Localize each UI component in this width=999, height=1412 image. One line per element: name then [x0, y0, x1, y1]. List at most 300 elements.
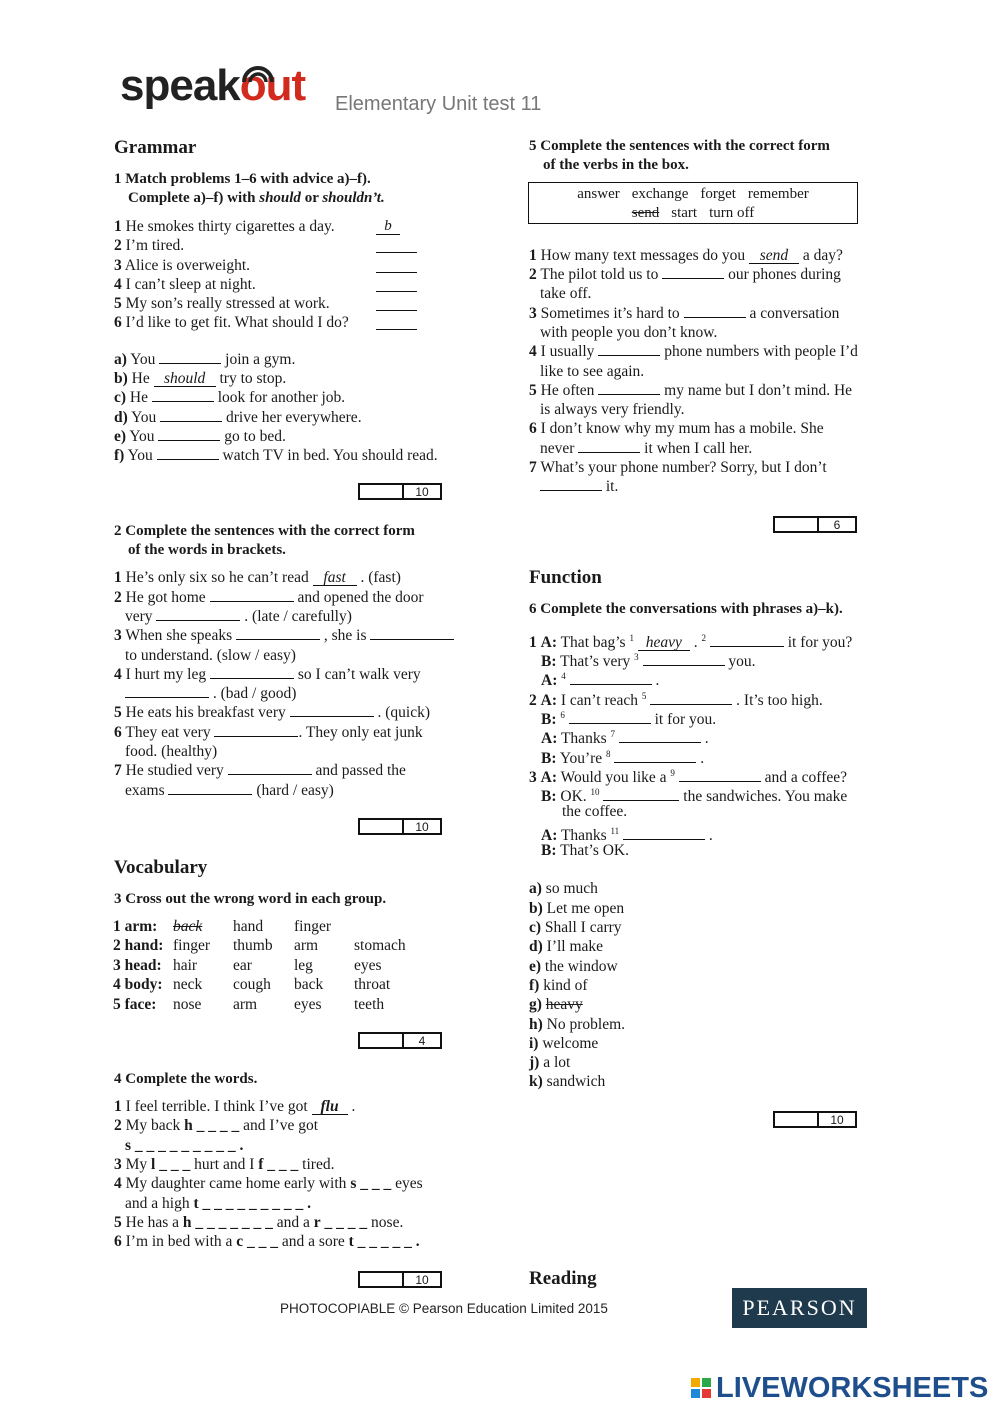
phrase-text: kind of [543, 977, 588, 994]
ex1-instr-line2 [114, 189, 385, 208]
vocab-word[interactable]: leg [294, 956, 313, 974]
score-total: 10 [830, 1113, 844, 1127]
ex4-letter-blanks[interactable]: _ _ _ _ [196, 1117, 240, 1134]
conv-text: you. [728, 653, 756, 671]
conv-text: That’s OK. [560, 842, 629, 859]
ex5-instr-line2: of the verbs in the box. [543, 157, 689, 173]
problem-text: I’d like to get fit. What should I do? [125, 314, 349, 331]
advice-letter: f) [114, 447, 125, 464]
speaker-a: A: [540, 634, 557, 652]
ex4-text: and a high [125, 1195, 190, 1212]
ex4-first-letter: l [151, 1156, 156, 1173]
ex5-item-3-cont [540, 323, 717, 342]
ex2-5-input[interactable] [290, 703, 374, 717]
ex2-item-1: 1 He’s only six so he can’t read fast . (fast) [114, 569, 401, 586]
conv-gap-9[interactable] [679, 768, 761, 782]
ex2-4a-input[interactable] [210, 665, 294, 679]
ex2-7a-input[interactable] [228, 761, 312, 775]
ex4-letter-blanks[interactable]: _ _ _ _ _ . [357, 1233, 420, 1250]
phrase-text: Let me open [546, 900, 625, 917]
ex5-text: my name but I don’t mind. He [664, 382, 853, 399]
score-box-ex5[interactable] [773, 516, 857, 533]
gap-number: 4 [561, 671, 566, 681]
ex4-letter-blanks[interactable]: _ _ _ [360, 1175, 392, 1192]
conv-gap-1[interactable]: heavy [638, 635, 690, 651]
ex5-text: What’s your phone number? Sorry, but I don’t [540, 459, 827, 476]
vocab-word[interactable]: neck [173, 976, 203, 994]
ex2-text: He got home [125, 589, 206, 606]
phrase-letter: a) [529, 880, 542, 897]
ex5-text: phone numbers with people I’d [664, 343, 858, 360]
unit-title: Elementary Unit test 11 [335, 93, 542, 115]
vocab-word[interactable]: back [294, 976, 324, 994]
ex2-text: They eat very [125, 724, 211, 741]
vocab-word[interactable]: arm [233, 995, 258, 1013]
ex4-text: My daughter came home early with [125, 1175, 347, 1192]
ex4-letter-blanks[interactable]: _ _ _ _ _ _ _ _ _ . [134, 1137, 244, 1154]
vocab-word[interactable]: cough [233, 976, 271, 994]
conv-gap-10[interactable] [603, 787, 679, 801]
problem-3-answer[interactable] [376, 259, 417, 273]
vocab-row [113, 995, 406, 1014]
phrase-letter: f) [529, 977, 540, 994]
advice-post: watch TV in bed. You should read. [222, 447, 438, 464]
gap-number: 7 [610, 729, 615, 739]
ex2-1-input[interactable]: fast [313, 570, 357, 586]
advice-d [114, 408, 362, 427]
problem-text: I’m tired. [125, 237, 185, 254]
gap-number: 2 [701, 633, 706, 643]
vocab-word[interactable]: nose [173, 995, 202, 1013]
problem-5 [114, 294, 330, 313]
ex4-letter-blanks[interactable]: _ _ _ _ [324, 1214, 368, 1231]
ex2-item-7-cont [125, 781, 334, 800]
ex2-2a-input[interactable] [210, 588, 294, 602]
ex2-item-6-cont [125, 742, 217, 761]
ex4-first-letter: s [125, 1137, 132, 1154]
vocab-word[interactable]: finger [173, 937, 211, 955]
problem-4 [114, 275, 256, 294]
conv-text: That bag’s [560, 634, 626, 652]
advice-e-input[interactable] [158, 427, 220, 441]
conv-gap-3[interactable] [643, 652, 725, 666]
conv-text: Thanks [560, 730, 607, 748]
score-total: 10 [415, 1273, 429, 1287]
verb-word: start [671, 205, 698, 221]
gap-number: 3 [634, 652, 639, 662]
advice-letter: d) [114, 409, 128, 426]
vocab-word-crossed[interactable]: back [173, 918, 203, 935]
vocab-word[interactable]: hand [233, 918, 264, 935]
vocab-label: 4 body: [113, 976, 163, 994]
conv1-line1: 1 A: That bag’s $^1$ heavy . $^2$ it for you? [529, 633, 853, 652]
phrase-letter: j) [529, 1054, 540, 1071]
vocab-table [113, 917, 406, 1014]
phrase-letter: h) [529, 1016, 543, 1033]
ex2-item-2: 2 He got home and opened the door [114, 589, 424, 606]
ex4-item-1: 1 I feel terrible. I think I’ve got flu . [114, 1098, 356, 1115]
vocabulary-heading: Vocabulary [114, 857, 208, 878]
problem-num: 1 [114, 218, 122, 235]
phrase-letter: c) [529, 919, 542, 936]
conv-text: it for you? [787, 634, 853, 652]
ex4-text: I feel terrible. I think I’ve got [125, 1098, 308, 1115]
ex5-item-3: 3 Sometimes it’s hard to a conversation [529, 305, 840, 322]
ex2-2b-input[interactable] [156, 607, 240, 621]
ex5-text: The pilot told us to [540, 266, 659, 283]
ex5-text: How many text messages do you [540, 247, 746, 264]
ex1-instr-b: Complete a)–f) with [128, 190, 256, 206]
phrase-letter: k) [529, 1073, 543, 1090]
conv-text: You’re [559, 750, 603, 768]
vocab-word[interactable]: throat [354, 976, 391, 994]
ex5-item-2: 2 The pilot told us to our phones during [529, 266, 841, 283]
ex2-text: exams [125, 782, 165, 799]
conv-gap-7[interactable] [619, 729, 701, 743]
ex2-text: . (fast) [360, 569, 401, 586]
phrase-i [529, 1034, 598, 1053]
conv-text: OK. [560, 788, 587, 806]
ex5-4-input[interactable] [598, 342, 660, 356]
advice-pre: You [131, 409, 157, 426]
advice-a [114, 350, 295, 369]
ex5-text: our phones during [728, 266, 841, 283]
conv-text: That’s very [560, 653, 631, 671]
gap-number: 11 [610, 826, 620, 836]
ex2-item-6: 6 They eat very . They only eat junk [114, 724, 423, 741]
problem-4-answer[interactable] [376, 278, 417, 292]
ex2-text: (hard / easy) [256, 782, 334, 799]
ex2-instruction [114, 522, 415, 560]
phrase-letter: i) [529, 1035, 539, 1052]
ex4-instruction: 4 Complete the words. [114, 1071, 258, 1087]
copyright-notice: PHOTOCOPIABLE © Pearson Education Limited 2015 [280, 1301, 608, 1316]
ex5-item-7-cont [540, 477, 618, 496]
vocab-word[interactable]: ear [233, 956, 252, 974]
phrase-letter: d) [529, 938, 543, 955]
ex5-item-6-cont [540, 439, 752, 458]
ex4-letter-blanks[interactable]: _ _ _ _ _ _ _ _ _ . [202, 1195, 311, 1212]
score-box-ex4[interactable] [358, 1271, 442, 1288]
ex2-text: . (late / carefully) [244, 608, 352, 625]
ex5-item-5-cont [540, 400, 684, 419]
speaker-a: A: [540, 692, 557, 710]
ex4-first-letter: s [350, 1175, 357, 1192]
ex1-instr-line1: 1 Match problems 1–6 with advice a)–f). [114, 171, 371, 187]
conv-number: 2 [529, 692, 537, 710]
phrase-text: so much [545, 880, 598, 897]
speaker-a: A: [541, 730, 558, 748]
verb-word: turn off [709, 205, 755, 221]
gap-number: 1 [629, 633, 634, 643]
ex2-text: I hurt my leg [125, 666, 207, 683]
vocab-word[interactable]: thumb [233, 937, 273, 955]
ex4-item-4: 4 My daughter came home early with s _ _ _ eyes [114, 1175, 423, 1192]
ex2-text: . (bad / good) [212, 685, 297, 702]
advice-post: try to stop. [219, 370, 287, 387]
ex5-text: it. [605, 478, 619, 495]
advice-post: drive her everywhere. [226, 409, 362, 426]
conv-text: and a coffee? [764, 769, 847, 787]
advice-letter: a) [114, 351, 127, 368]
verb-word-used: send [631, 205, 660, 221]
vocab-word[interactable]: stomach [354, 937, 406, 955]
vocab-row [113, 936, 406, 955]
advice-d-input[interactable] [160, 408, 222, 422]
ex2-text: He eats his breakfast very [125, 704, 286, 721]
ex4-item-2: 2 My back h _ _ _ _ and I’ve got [114, 1117, 319, 1134]
ex4-text: hurt and I [194, 1156, 255, 1173]
phrase-e [529, 957, 618, 976]
verb-word: remember [747, 186, 809, 202]
ex4-text: My back [125, 1117, 181, 1134]
advice-b-input[interactable]: should [154, 371, 216, 387]
ex2-instr-line1: 2 Complete the sentences with the correct form [114, 523, 415, 539]
vocab-word[interactable] [354, 917, 406, 936]
conv-text: Would you like a [560, 769, 667, 787]
ex6-instruction: 6 Complete the conversations with phrases a)–k). [529, 601, 843, 617]
grammar-heading: Grammar [114, 137, 197, 158]
ex2-item-4-cont [125, 684, 296, 703]
problem-text: Alice is overweight. [124, 257, 251, 274]
advice-a-input[interactable] [159, 350, 221, 364]
ex2-text: . (quick) [377, 704, 430, 721]
problem-2-answer[interactable] [376, 239, 417, 253]
vocab-label: 1 arm: [113, 918, 158, 935]
advice-b [114, 369, 286, 388]
speaker-b: B: [541, 653, 557, 671]
liveworksheets-icon [690, 1376, 712, 1400]
vocab-word[interactable]: eyes [294, 995, 322, 1013]
ex4-item-6: 6 I’m in bed with a c _ _ _ and a sore t _ _ _ _ _ . [114, 1233, 420, 1250]
problem-2 [114, 236, 184, 255]
ex5-text: a day? [802, 247, 843, 264]
problem-1-answer[interactable]: b [376, 219, 400, 235]
logo-speak: speak [120, 61, 240, 110]
conv-gap-4[interactable] [570, 671, 652, 685]
ex1-instr-should: should [259, 190, 301, 206]
ex4-text: He has a [125, 1214, 179, 1231]
ex5-instr-line1: 5 Complete the sentences with the correct form [529, 138, 830, 154]
ex1-instr-or: or [304, 190, 319, 206]
ex4-text: I’m in bed with a [125, 1233, 233, 1250]
conv-gap-8[interactable] [614, 749, 696, 763]
phrase-text: a lot [543, 1054, 571, 1071]
advice-f [114, 446, 438, 465]
ex4-text: and I’ve got [243, 1117, 319, 1134]
ex2-text: and opened the door [297, 589, 424, 606]
ex4-1-input[interactable]: flu [312, 1099, 348, 1115]
ex5-1-input[interactable]: send [749, 248, 799, 264]
ex2-item-5: 5 He eats his breakfast very . (quick) [114, 704, 430, 721]
vocab-word[interactable]: hair [173, 956, 198, 974]
ex3-instruction: 3 Cross out the wrong word in each group. [114, 891, 387, 907]
ex2-text: , she is [323, 627, 367, 644]
vocab-word[interactable]: arm [294, 937, 319, 955]
gap-number: 8 [606, 749, 611, 759]
ex4-item-2-cont [125, 1136, 243, 1155]
ex2-text: . They only eat junk [298, 724, 423, 741]
vocab-word[interactable]: eyes [354, 956, 382, 974]
speaker-a: A: [541, 672, 558, 690]
score-box-ex1[interactable] [358, 483, 442, 500]
conv-text: . It’s too high. [736, 692, 823, 710]
speaker-b: B: [541, 750, 557, 768]
score-box-ex6[interactable] [773, 1111, 857, 1128]
ex4-text: My [125, 1156, 148, 1173]
conv-gap-5[interactable] [650, 691, 732, 705]
ex5-item-1: 1 How many text messages do you send a day? [529, 247, 843, 264]
ex5-2-input[interactable] [662, 265, 724, 279]
problem-6-answer[interactable] [376, 316, 417, 330]
verb-word: answer [577, 186, 620, 202]
ex2-text: and passed the [315, 762, 406, 779]
phrase-b [529, 899, 624, 918]
verb-box [528, 182, 858, 224]
advice-pre: You [127, 447, 153, 464]
gap-number: 10 [590, 787, 600, 797]
verb-word: forget [700, 186, 736, 202]
ex4-letter-blanks[interactable]: _ _ _ _ _ _ _ [195, 1214, 273, 1231]
advice-e [114, 427, 286, 446]
conv3-line2-cont [562, 802, 627, 821]
vocab-label: 5 face: [113, 995, 157, 1013]
phrase-f [529, 976, 588, 995]
conv-text: the coffee. [562, 803, 628, 820]
ex2-item-4: 4 I hurt my leg so I can’t walk very [114, 666, 421, 683]
phrase-text: I’ll make [546, 938, 604, 955]
verb-word: exchange [631, 186, 689, 202]
conv-text: Thanks [560, 827, 607, 845]
problem-1 [114, 217, 335, 236]
conv-text: the sandwiches. You make [683, 788, 848, 806]
conv-number: 1 [529, 634, 537, 652]
ex4-text: . [351, 1098, 356, 1115]
phrase-d [529, 937, 603, 956]
ex1-instruction [114, 170, 385, 208]
ex4-first-letter: f [258, 1156, 264, 1173]
advice-f-input[interactable] [157, 446, 219, 460]
ex5-text: a conversation [749, 305, 840, 322]
ex2-3a-input[interactable] [236, 626, 320, 640]
vocab-label: 2 hand: [113, 937, 164, 955]
vocab-label: 3 head: [113, 956, 162, 974]
problem-text: My son’s really stressed at work. [125, 295, 330, 312]
ex5-text: never [540, 440, 575, 457]
score-total: 4 [418, 1034, 426, 1048]
conv-text: it for you. [654, 711, 717, 729]
gap-number: 9 [670, 768, 675, 778]
advice-letter: b) [114, 370, 128, 387]
problem-num: 5 [114, 295, 122, 312]
score-box-ex3[interactable] [358, 1032, 442, 1049]
ex5-text: I usually [540, 343, 595, 360]
ex4-letter-blanks[interactable]: _ _ _ [247, 1233, 279, 1250]
vocab-word[interactable]: teeth [354, 995, 385, 1013]
ex5-6-input[interactable] [578, 439, 640, 453]
ex4-first-letter: h [184, 1117, 193, 1134]
conv-gap-11[interactable] [623, 826, 705, 840]
advice-pre: You [129, 428, 155, 445]
conv-number: 3 [529, 769, 537, 787]
score-total: 6 [833, 518, 841, 532]
advice-pre: You [130, 351, 156, 368]
ex2-6-input[interactable] [214, 723, 298, 737]
ex2-item-2-cont [125, 607, 352, 626]
ex4-text: nose. [371, 1214, 404, 1231]
ex2-text: to understand. (slow / easy) [125, 647, 296, 664]
conv-gap-2[interactable] [710, 633, 784, 647]
ex4-letter-blanks[interactable]: _ _ _ [159, 1156, 191, 1173]
ex5-text: it when I call her. [644, 440, 753, 457]
speaker-a: A: [541, 827, 558, 845]
reading-heading: Reading [529, 1268, 597, 1289]
conv2-line4: B: You’re $^8$ . [541, 749, 705, 768]
phrase-c [529, 918, 622, 937]
advice-c-input[interactable] [152, 388, 214, 402]
ex4-text: and a sore [281, 1233, 345, 1250]
ex5-item-7: 7 What’s your phone number? Sorry, but I don’t [529, 459, 827, 476]
function-heading: Function [529, 567, 602, 588]
conv-gap-6[interactable] [569, 710, 651, 724]
advice-c [114, 388, 345, 407]
vocab-row [113, 956, 406, 975]
verb-box-row2 [529, 204, 857, 223]
ex4-letter-blanks[interactable]: _ _ _ [267, 1156, 299, 1173]
ex5-5-input[interactable] [598, 381, 660, 395]
ex5-text: is always very friendly. [540, 401, 685, 418]
score-total: 10 [415, 820, 429, 834]
problem-5-answer[interactable] [376, 297, 417, 311]
ex2-item-3-cont [125, 646, 296, 665]
advice-pre: He [131, 370, 150, 387]
phrase-text: the window [544, 958, 618, 975]
problem-text: He smokes thirty cigarettes a day. [125, 218, 335, 235]
conv2-line3: A: Thanks $^7$ . [541, 729, 709, 748]
ex5-text: like to see again. [540, 363, 645, 380]
problem-text: I can’t sleep at night. [125, 276, 256, 293]
problem-num: 6 [114, 314, 122, 331]
ex5-item-6: 6 I don’t know why my mum has a mobile. She [529, 420, 824, 437]
ex4-text: eyes [395, 1175, 423, 1192]
ex4-item-4-cont [125, 1194, 311, 1213]
ex5-3-input[interactable] [684, 304, 746, 318]
speaker-b: B: [541, 842, 557, 859]
phrase-g [529, 995, 583, 1014]
phrase-text: No problem. [546, 1016, 626, 1033]
ex5-text: take off. [540, 285, 592, 302]
problem-num: 3 [114, 257, 122, 274]
ex5-text: with people you don’t know. [540, 324, 718, 341]
gap-number: 6 [560, 710, 565, 720]
liveworksheets-logo[interactable]: LIVEWORKSHEETS [716, 1372, 989, 1404]
ex5-7-input[interactable] [540, 477, 602, 491]
advice-pre: He [129, 389, 148, 406]
phrase-h [529, 1015, 625, 1034]
ex2-3b-input[interactable] [370, 626, 454, 640]
vocab-row [113, 975, 406, 994]
score-box-ex2[interactable] [358, 818, 442, 835]
ex2-7b-input[interactable] [168, 781, 252, 795]
advice-post: go to bed. [224, 428, 286, 445]
ex2-4b-input[interactable] [125, 684, 209, 698]
ex5-item-4-cont [540, 362, 644, 381]
vocab-word[interactable]: finger [294, 918, 332, 935]
phrase-letter: e) [529, 958, 542, 975]
ex5-text: He often [540, 382, 595, 399]
ex4-first-letter: t [193, 1195, 199, 1212]
speaker-b: B: [541, 711, 557, 729]
